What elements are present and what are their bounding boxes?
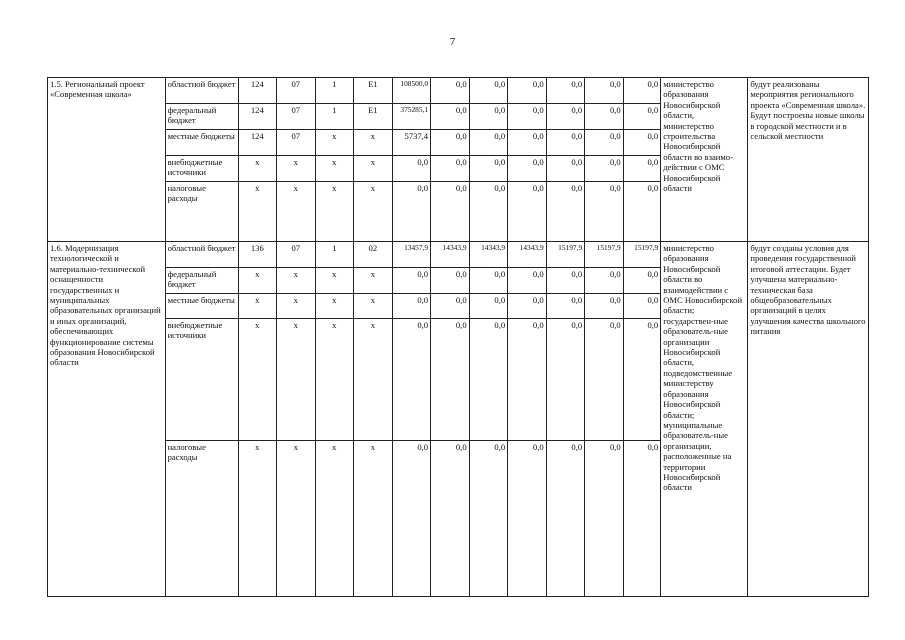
- value-cell: 0,0: [469, 441, 508, 597]
- funding-source: местные бюджеты: [165, 130, 238, 156]
- value-cell: 14343,9: [431, 242, 470, 268]
- code-cell: х: [354, 268, 393, 294]
- code-cell: х: [315, 441, 354, 597]
- code-cell: Е1: [354, 104, 393, 130]
- value-cell: 0,0: [546, 182, 585, 242]
- value-cell: 0,0: [508, 294, 547, 319]
- value-cell: 0,0: [431, 294, 470, 319]
- funding-source: областной бюджет: [165, 242, 238, 268]
- value-cell: 0,0: [546, 319, 585, 441]
- funding-source: внебюджетные источники: [165, 319, 238, 441]
- responsible-executor: министерство образования Новосибирской области во взаимодействии с ОМС Новосибирской области; государствен-ные образователь-ные организации Новосибирской области, подведомственные министерству образования Новосибирской области; муниципальные образователь-ные организации, расположенные на территории Новосибирской области: [661, 242, 748, 597]
- code-cell: х: [315, 182, 354, 242]
- value-cell: 0,0: [392, 268, 431, 294]
- value-cell: 0,0: [623, 104, 661, 130]
- value-cell: 0,0: [431, 130, 470, 156]
- value-cell: 14343,9: [469, 242, 508, 268]
- value-cell: 0,0: [469, 319, 508, 441]
- code-cell: х: [354, 294, 393, 319]
- value-cell: 0,0: [623, 156, 661, 182]
- measure-name: 1.5. Региональный проект «Современная школа»: [48, 78, 166, 242]
- value-cell: 0,0: [508, 156, 547, 182]
- code-cell: х: [238, 268, 277, 294]
- value-cell: 0,0: [431, 268, 470, 294]
- code-cell: х: [238, 182, 277, 242]
- value-cell: 0,0: [431, 78, 470, 104]
- value-cell: 0,0: [623, 182, 661, 242]
- value-cell: 0,0: [585, 441, 624, 597]
- code-cell: х: [354, 441, 393, 597]
- value-cell: 0,0: [431, 156, 470, 182]
- value-cell: 0,0: [469, 268, 508, 294]
- value-cell: 0,0: [469, 294, 508, 319]
- value-cell: 0,0: [469, 104, 508, 130]
- measure-name: 1.6. Модернизация технологической и материально-технической оснащенности государственных и муниципальных образовательных организаций и иных организаций, обеспечивающих функционирование системы образования Новосибирской области: [48, 242, 166, 597]
- value-cell: 0,0: [623, 78, 661, 104]
- code-cell: х: [238, 319, 277, 441]
- code-cell: х: [315, 319, 354, 441]
- value-cell: 15197,9: [623, 242, 661, 268]
- value-cell: 0,0: [623, 268, 661, 294]
- code-cell: 136: [238, 242, 277, 268]
- value-cell: 0,0: [469, 156, 508, 182]
- code-cell: 07: [277, 130, 316, 156]
- table-body: [48, 78, 869, 597]
- value-cell: 0,0: [546, 104, 585, 130]
- funding-source: внебюджетные источники: [165, 156, 238, 182]
- value-cell: 0,0: [431, 104, 470, 130]
- code-cell: 02: [354, 242, 393, 268]
- value-cell: 0,0: [392, 441, 431, 597]
- value-cell: 0,0: [623, 294, 661, 319]
- value-cell: 0,0: [623, 319, 661, 441]
- value-cell: 0,0: [546, 441, 585, 597]
- page-number: 7: [449, 36, 456, 48]
- code-cell: х: [354, 130, 393, 156]
- code-cell: х: [354, 182, 393, 242]
- table-row: [48, 242, 869, 268]
- code-cell: х: [354, 319, 393, 441]
- value-cell: 0,0: [508, 441, 547, 597]
- value-cell: 375285,1: [392, 104, 431, 130]
- value-cell: 0,0: [546, 130, 585, 156]
- code-cell: 1: [315, 242, 354, 268]
- code-cell: х: [238, 156, 277, 182]
- value-cell: 0,0: [585, 319, 624, 441]
- code-cell: х: [238, 441, 277, 597]
- value-cell: 0,0: [469, 182, 508, 242]
- funding-source: местные бюджеты: [165, 294, 238, 319]
- value-cell: 0,0: [508, 78, 547, 104]
- value-cell: 15197,9: [546, 242, 585, 268]
- code-cell: 1: [315, 104, 354, 130]
- value-cell: 0,0: [508, 319, 547, 441]
- value-cell: 0,0: [623, 130, 661, 156]
- value-cell: 108500,0: [392, 78, 431, 104]
- value-cell: 0,0: [546, 156, 585, 182]
- code-cell: х: [277, 441, 316, 597]
- value-cell: 0,0: [392, 294, 431, 319]
- code-cell: 1: [315, 78, 354, 104]
- value-cell: 14343,9: [508, 242, 547, 268]
- code-cell: х: [277, 156, 316, 182]
- code-cell: 124: [238, 130, 277, 156]
- value-cell: 0,0: [623, 441, 661, 597]
- funding-source: федеральный бюджет: [165, 268, 238, 294]
- value-cell: 0,0: [585, 182, 624, 242]
- value-cell: 0,0: [585, 104, 624, 130]
- value-cell: 0,0: [508, 130, 547, 156]
- value-cell: 0,0: [392, 182, 431, 242]
- code-cell: х: [315, 130, 354, 156]
- code-cell: 07: [277, 242, 316, 268]
- value-cell: 15197,9: [585, 242, 624, 268]
- value-cell: 0,0: [431, 441, 470, 597]
- value-cell: 0,0: [469, 130, 508, 156]
- value-cell: 0,0: [546, 268, 585, 294]
- code-cell: х: [315, 156, 354, 182]
- funding-source: областной бюджет: [165, 78, 238, 104]
- funding-source: налоговые расходы: [165, 182, 238, 242]
- code-cell: х: [315, 268, 354, 294]
- code-cell: 124: [238, 78, 277, 104]
- value-cell: 0,0: [469, 78, 508, 104]
- funding-source: федеральный бюджет: [165, 104, 238, 130]
- value-cell: 0,0: [546, 294, 585, 319]
- code-cell: х: [315, 294, 354, 319]
- responsible-executor: министерство образования Новосибирской области, министерство строительства Новосибирской области во взаимо-действии с ОМС Новосибирской области: [661, 78, 748, 242]
- value-cell: 0,0: [585, 130, 624, 156]
- code-cell: х: [277, 182, 316, 242]
- expected-result: будут реализованы мероприятия регионального проекта «Современная школа». Будут построены новые школы в городской местности и в сельской местности: [748, 78, 869, 242]
- funding-source: налоговые расходы: [165, 441, 238, 597]
- table-row: [48, 78, 869, 104]
- value-cell: 0,0: [431, 319, 470, 441]
- code-cell: 07: [277, 104, 316, 130]
- code-cell: 07: [277, 78, 316, 104]
- value-cell: 13457,9: [392, 242, 431, 268]
- code-cell: х: [277, 294, 316, 319]
- value-cell: 0,0: [585, 156, 624, 182]
- code-cell: 124: [238, 104, 277, 130]
- value-cell: 0,0: [546, 78, 585, 104]
- code-cell: х: [277, 319, 316, 441]
- value-cell: 0,0: [585, 294, 624, 319]
- code-cell: х: [354, 156, 393, 182]
- value-cell: 0,0: [392, 319, 431, 441]
- code-cell: х: [277, 268, 316, 294]
- value-cell: 0,0: [392, 156, 431, 182]
- value-cell: 0,0: [508, 182, 547, 242]
- value-cell: 0,0: [431, 182, 470, 242]
- code-cell: х: [238, 294, 277, 319]
- value-cell: 5737,4: [392, 130, 431, 156]
- value-cell: 0,0: [585, 268, 624, 294]
- expected-result: будут созданы условия для проведения государственной итоговой аттестации. Будет улучшена материально-техническая база общеобразовательных организаций в целях улучшения качества школьного питания: [748, 242, 869, 597]
- value-cell: 0,0: [508, 104, 547, 130]
- value-cell: 0,0: [508, 268, 547, 294]
- value-cell: 0,0: [585, 78, 624, 104]
- program-table: [47, 77, 869, 597]
- code-cell: Е1: [354, 78, 393, 104]
